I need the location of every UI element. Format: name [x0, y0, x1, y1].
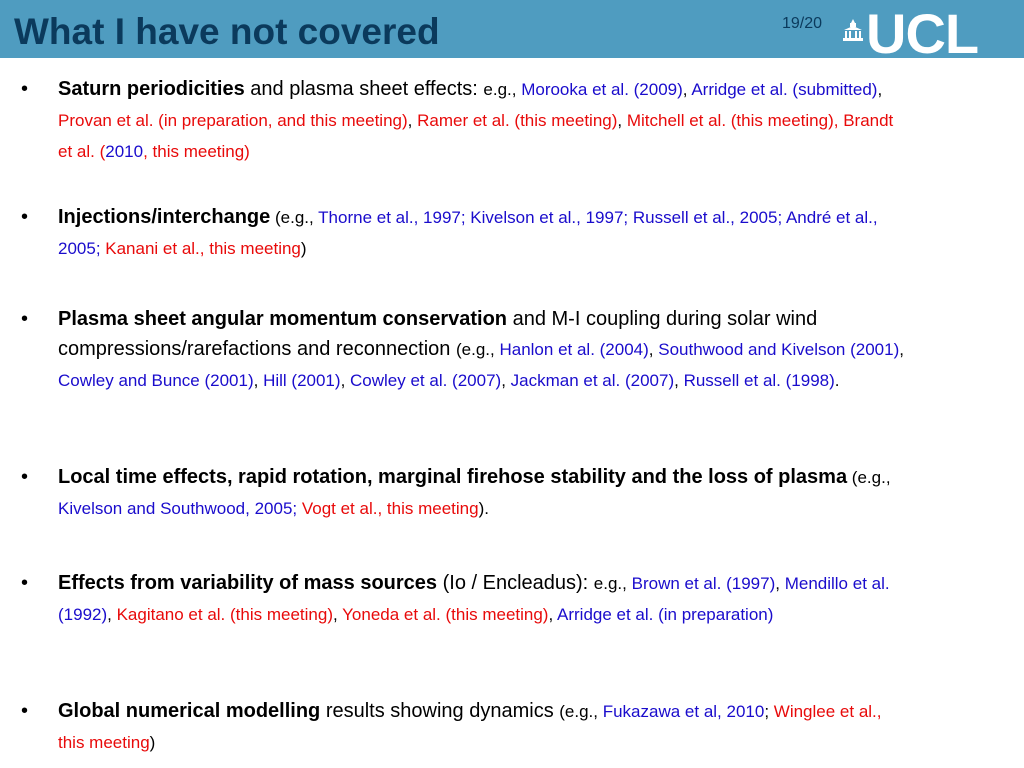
- bullet-text: [58, 202, 908, 264]
- bullet-punctuation: ,: [682, 80, 692, 99]
- bullet-punctuation: ,: [333, 605, 343, 624]
- bullet-body-text: and plasma sheet effects:: [244, 78, 484, 100]
- bullet-punctuation: ,: [501, 371, 511, 390]
- citation-published: Kivelson and Southwood, 2005;: [58, 499, 302, 518]
- slide-title: What I have not covered: [14, 11, 440, 52]
- bullet-punctuation: ,: [877, 80, 883, 99]
- citation-published: Hanlon et al. (2004): [499, 340, 649, 359]
- citation-this-meeting: Vogt et al., this meeting: [301, 499, 479, 518]
- bullet-heading: Global numerical modelling: [58, 700, 321, 722]
- citation-this-meeting: Mitchell et al. (this meeting), Brandt et al. (: [58, 111, 894, 161]
- citation-this-meeting: Provan et al. (in preparation, and this meeting): [58, 111, 408, 130]
- page-number: 19/20: [782, 15, 823, 32]
- bullet-punctuation: (e.g.,: [456, 340, 500, 359]
- bullet-punctuation: ,: [648, 340, 659, 359]
- bullet-punctuation: ;: [764, 702, 774, 721]
- citation-this-meeting: Ramer et al. (this meeting): [417, 111, 618, 130]
- bullet-punctuation: ): [300, 239, 307, 258]
- bullet-punctuation: e.g.,: [593, 574, 632, 593]
- bullet-heading: Injections/interchange: [58, 206, 271, 228]
- bullet-marker: •: [21, 206, 29, 228]
- bullet-punctuation: ,: [407, 111, 418, 130]
- citation-this-meeting: , this meeting): [143, 142, 250, 161]
- bullet-punctuation: (e.g.,: [847, 468, 891, 487]
- bullet-punctuation: .: [834, 371, 840, 390]
- bullet-punctuation: ,: [674, 371, 684, 390]
- bullet-punctuation: ,: [617, 111, 627, 130]
- bullet-body-text: and M-I coupling during solar wind compressions/rarefactions and reconnection: [58, 308, 818, 360]
- bullet-punctuation: e.g.,: [483, 80, 522, 99]
- citation-published: Russell et al. (1998): [683, 371, 835, 390]
- bullet-punctuation: ,: [548, 605, 557, 624]
- citation-published: Arridge et al. (in preparation): [557, 605, 774, 624]
- bullet-punctuation: ,: [253, 371, 264, 390]
- bullet-marker: •: [21, 572, 29, 594]
- citation-this-meeting: Kanani et al., this meeting: [105, 239, 301, 258]
- citation-published: Cowley et al. (2007): [350, 371, 502, 390]
- bullet-heading: Effects from variability of mass sources: [58, 572, 438, 594]
- bullet-text: [58, 568, 908, 630]
- bullet-punctuation: ): [149, 733, 156, 752]
- citation-published: Thorne et al., 1997; Kivelson et al., 1997; Russell et al., 2005; André et al., 2005;: [58, 208, 878, 258]
- title-bar: [0, 0, 1024, 65]
- bullet-text: [58, 696, 908, 758]
- bullet-marker: •: [21, 700, 29, 722]
- bullet-punctuation: (e.g.,: [270, 208, 319, 227]
- bullet-punctuation: ).: [478, 499, 489, 518]
- bullet-punctuation: ,: [775, 574, 785, 593]
- citation-published: Brown et al. (1997): [631, 574, 776, 593]
- citation-published: Arridge et al. (submitted): [691, 80, 878, 99]
- citation-published: Morooka et al. (2009): [521, 80, 683, 99]
- bullet-punctuation: (e.g.,: [559, 702, 603, 721]
- bullet-punctuation: ,: [899, 340, 904, 359]
- bullet-body-text: results showing dynamics: [320, 700, 560, 722]
- citation-published: Mendillo et al. (1992): [58, 574, 890, 624]
- bullet-marker: •: [21, 466, 29, 488]
- citation-published: Jackman et al. (2007): [510, 371, 675, 390]
- bullet-punctuation: ,: [340, 371, 351, 390]
- bullet-text: [58, 462, 908, 524]
- citation-published: 2010: [105, 142, 144, 161]
- bullet-text: [58, 304, 908, 396]
- bullet-body-text: (Io / Encleadus):: [437, 572, 594, 594]
- bullet-heading: Plasma sheet angular momentum conservation: [58, 308, 508, 330]
- citation-this-meeting: Yoneda et al. (this meeting): [342, 605, 549, 624]
- portico-icon: [842, 18, 864, 42]
- bullet-marker: •: [21, 308, 29, 330]
- ucl-logo: UCL: [866, 2, 979, 65]
- bullet-heading: Saturn periodicities: [58, 78, 245, 100]
- citation-published: Cowley and Bunce (2001): [58, 371, 254, 390]
- bullet-punctuation: ,: [107, 605, 117, 624]
- citation-this-meeting: Kagitano et al. (this meeting): [116, 605, 333, 624]
- citation-published: Hill (2001): [263, 371, 341, 390]
- bullet-marker: •: [21, 78, 29, 100]
- citation-published: Fukazawa et al, 2010: [602, 702, 765, 721]
- citation-this-meeting: Winglee et al., this meeting: [58, 702, 882, 752]
- bullet-text: [58, 74, 908, 167]
- citation-published: Southwood and Kivelson (2001): [658, 340, 900, 359]
- bullet-heading: Local time effects, rapid rotation, marginal firehose stability and the loss of plasma: [58, 466, 848, 488]
